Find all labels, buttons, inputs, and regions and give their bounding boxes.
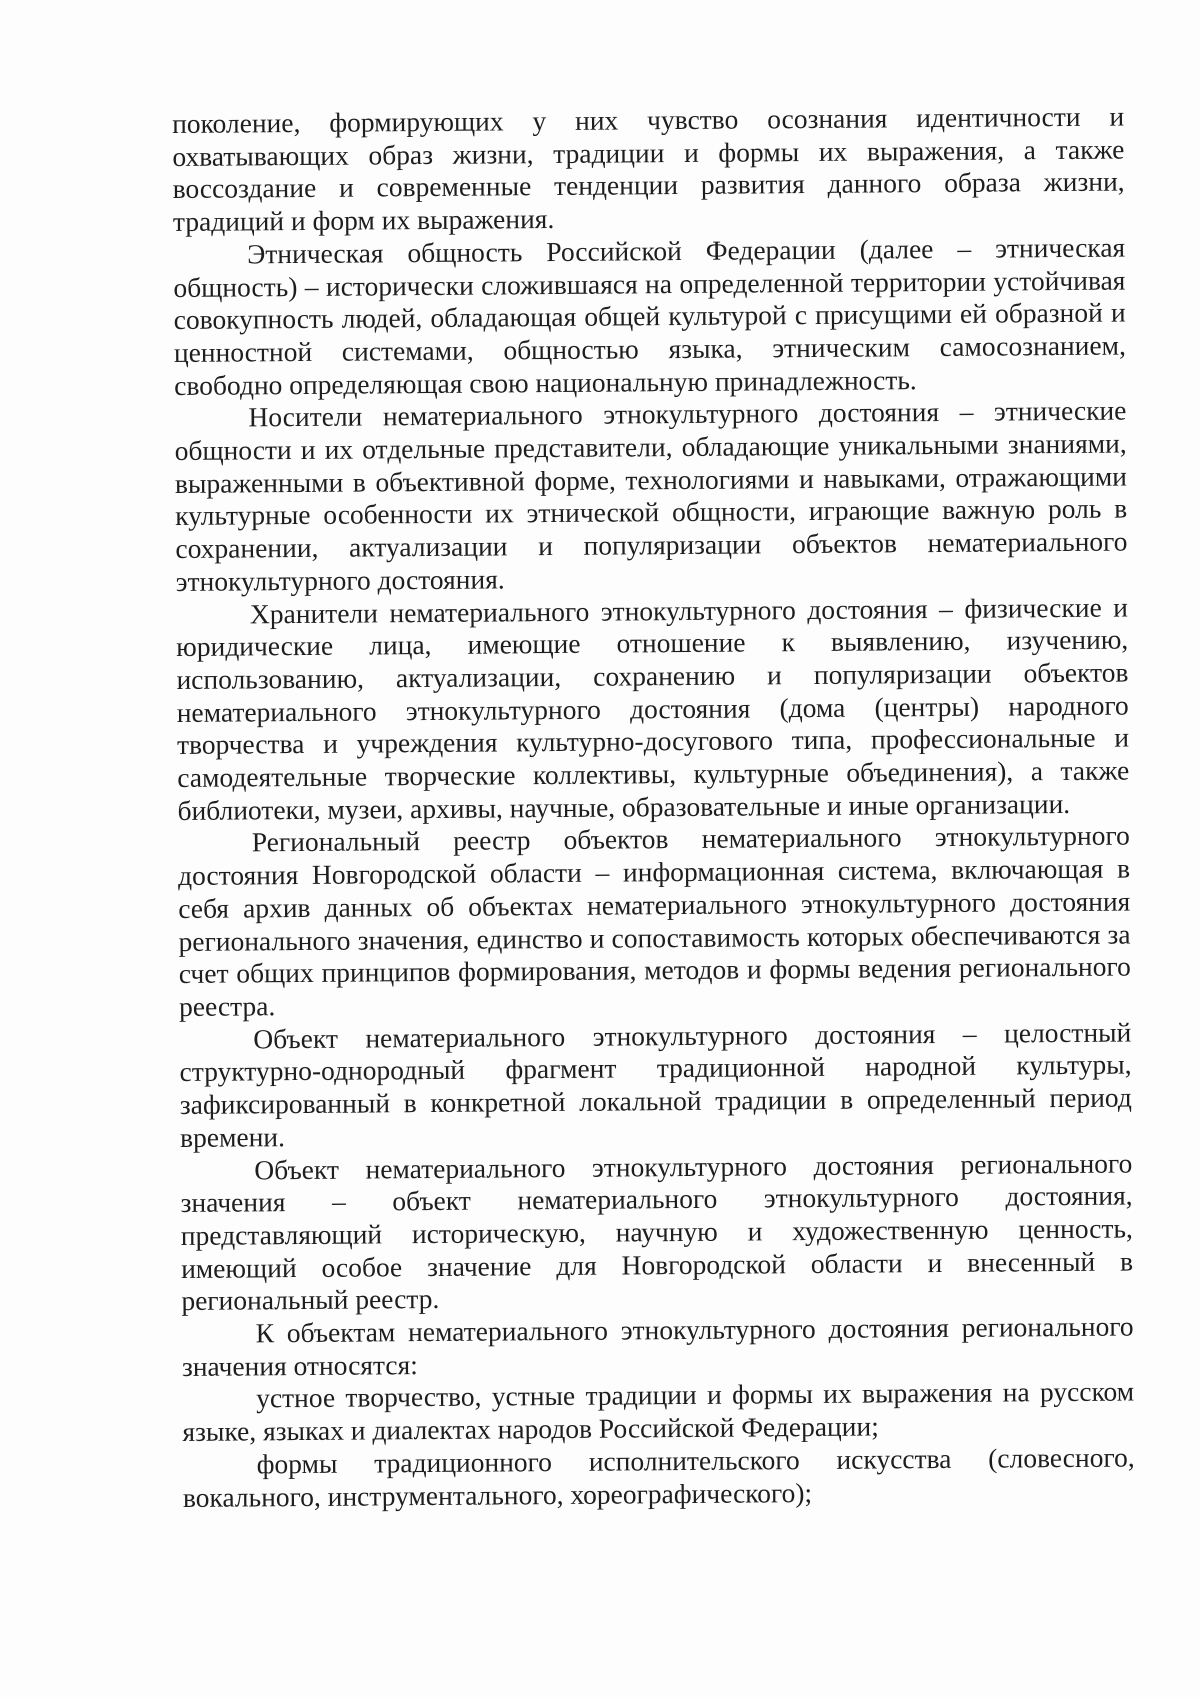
paragraph-continuation: поколение, формирующих у них чувство осознания идентичности и охватывающих образ жизни, традиции и формы их выражения, а также воссоздание и современные тенденции развития данного образа жизни, традиций и форм их выражения. [172, 100, 1125, 238]
paragraph-objects-include: К объектам нематериального этнокультурного достояния регионального значения относятся: [181, 1310, 1134, 1382]
list-item-oral-tradition: устное творчество, устные традиции и формы их выражения на русском языке, языках и диалектах народов Российской Федерации; [182, 1375, 1135, 1448]
paragraph-regional-object: Объект нематериального этнокультурного достояния регионального значения – объект нематериального этнокультурного достояния, представляющий историческую, научную и художественную ценность, имеющий особое значение для Новгородской области и внесенный в региональный реестр. [180, 1146, 1134, 1317]
document-body [172, 101, 1135, 1515]
paragraph-heritage-object: Объект нематериального этнокультурного достояния – целостный структурно-однородный фрагмент традиционной народной культуры, зафиксированный в конкретной локальной традиции в определенный период времени. [179, 1016, 1132, 1153]
paragraph-regional-register: Региональный реестр объектов нематериального этнокультурного достояния Новгородской области – информационная система, включающая в себя архив данных об объектах нематериального этнокультурного достояния регионального значения, единство и сопоставимость которых обеспечиваются за счет общих принципов формирования, методов и формы ведения регионального реестра. [177, 819, 1131, 1022]
paragraph-keepers: Хранители нематериального этнокультурного достояния – физические и юридические лица, имеющие отношение к выявлению, изучению, использованию, актуализации, сохранению и популяризации объектов нематериального этнокультурного достояния (дома (центры) народного творчества и учреждения культурно-досугового типа, профессиональные и самодеятельные творческие коллективы, культурные объединения), а также библиотеки, музеи, архивы, научные, образовательные и иные организации. [176, 591, 1130, 826]
paragraph-ethnic-community: Этническая общность Российской Федерации (далее – этническая общность) – исторически сложившаяся на определенной территории устойчивая совокупность людей, обладающая общей культурой с присущими ей образной и ценностной системами, общностью языка, этническим самосознанием, свободно определяющая свою национальную принадлежность. [173, 231, 1127, 401]
paragraph-bearers: Носители нематериального этнокультурного достояния – этнические общности и их отдельные представители, обладающие уникальными знаниями, выраженными в объективной форме, технологиями и навыками, отражающими культурные особенности их этнической общности, играющие важную роль в сохранении, актуализации и популяризации объектов нематериального этнокультурного достояния. [174, 394, 1128, 597]
list-item-performing-arts: формы традиционного исполнительского искусства (словесного, вокального, инструментального, хореографического); [182, 1441, 1135, 1513]
